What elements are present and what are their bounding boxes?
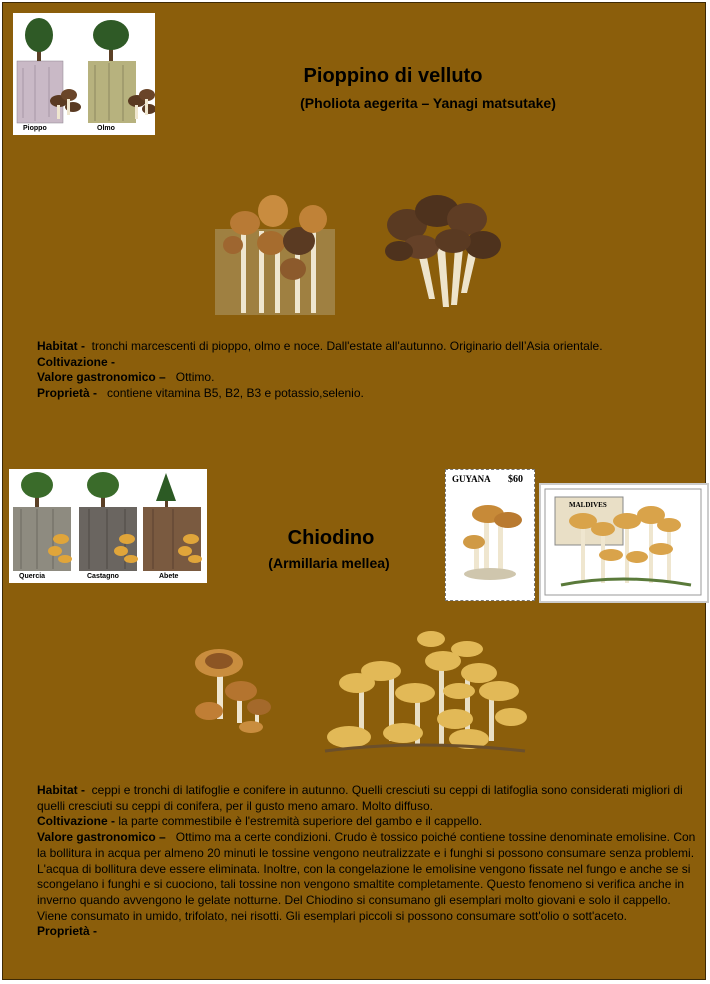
stamp-guyana-value: $60 xyxy=(508,474,523,485)
coltivazione-label-2: Coltivazione - xyxy=(37,814,116,829)
stamp-guyana-mushrooms xyxy=(446,470,534,600)
tree-label-quercia: Quercia xyxy=(19,573,46,580)
habitat-label-2: Habitat - xyxy=(37,783,85,797)
tree-label-abete: Abete xyxy=(159,573,179,580)
valore-label: Valore gastronomico – xyxy=(37,370,166,385)
valore-text: Ottimo. xyxy=(175,370,215,385)
coltivazione-label: Coltivazione - xyxy=(37,354,116,369)
section1-coltivazione-line xyxy=(37,355,697,371)
section2-valore-line xyxy=(37,830,697,924)
stamp-maldives-country: MALDIVES xyxy=(569,501,607,509)
stamp-guyana xyxy=(445,469,535,601)
tree-label-castagno: Castagno xyxy=(87,573,119,580)
coltivazione-text-2: la parte commestibile è l'estremità superiore del gambo e il cappello. xyxy=(118,814,483,829)
section2-description xyxy=(37,783,697,940)
stamp-guyana-country: GUYANA xyxy=(452,474,491,484)
host-trees-panel-1 xyxy=(13,13,155,135)
section2-subtitle: (Armillaria mellea) xyxy=(268,555,390,571)
section2-coltivazione-line xyxy=(37,814,697,830)
pioppino-photo-2 xyxy=(377,189,507,315)
host-trees-illustration-2 xyxy=(9,469,207,583)
pioppino-photo-1 xyxy=(215,189,335,315)
habitat-text: tronchi marcescenti di pioppo, olmo e noce. Dall'estate all'autunno. Originario dell’Asia orientale. xyxy=(91,339,603,353)
section2-title: Chiodino xyxy=(287,527,375,549)
habitat-label: Habitat - xyxy=(37,339,85,353)
section2-proprieta-line xyxy=(37,924,697,940)
section1-proprieta-line xyxy=(37,386,697,402)
valore-label-2: Valore gastronomico – xyxy=(37,830,166,845)
chiodino-illustration-1 xyxy=(189,639,285,735)
page-background xyxy=(2,2,706,980)
section1-valore-line xyxy=(37,370,697,386)
tree-label-pioppo: Pioppo xyxy=(23,125,47,132)
proprieta-label: Proprietà - xyxy=(37,386,98,401)
proprieta-label-2: Proprietà - xyxy=(37,924,98,939)
stamp-maldives xyxy=(539,483,709,603)
proprieta-text: contiene vitamina B5, B2, B3 e potassio,selenio. xyxy=(107,386,364,401)
host-trees-panel-2 xyxy=(9,469,207,583)
host-trees-illustration xyxy=(13,13,155,135)
habitat-text-2: ceppi e tronchi di latifoglie e conifere in autunno. Quelli cresciuti su ceppi di latifoglia sono considerati migliori di quelli cresciuti su ceppi di conifera, per il gusto meno amaro. Molto diffuso. xyxy=(37,783,683,813)
chiodino-illustration-2 xyxy=(319,627,531,759)
section1-habitat-line xyxy=(37,339,697,355)
section1-title: Pioppino di velluto xyxy=(303,65,483,87)
valore-text-2: Ottimo ma a certe condizioni. Crudo è tossico poiché contiene tossine denominate emolisine. Con la bollitura in acqua per almeno 20 minuti le tossine vengono neutralizzate e i funghi si possono consumare senza problemi. L'acqua di bollitura deve essere eliminata. Inoltre, con la congelazione le emolisine vengono fissate nel fungo e anche se si scongelano i funghi e si cuociono, tali tossine non vengono smaltite completamente. Questo fenomeno si verifica anche in inverno quando avvengono le gelate notturne. Del Chiodino si consumano gli esemplari molto giovani e solo il cappello. Viene consumato in umido, trifolato, nei risotti. Gli esemplari piccoli si possono consumare sott'olio o sott'aceto. xyxy=(37,830,696,923)
section2-habitat-line xyxy=(37,783,697,814)
stamp-maldives-mushrooms xyxy=(541,485,707,601)
section1-description xyxy=(37,339,697,402)
tree-label-olmo: Olmo xyxy=(97,125,115,132)
section1-subtitle: (Pholiota aegerita – Yanagi matsutake) xyxy=(300,95,556,111)
